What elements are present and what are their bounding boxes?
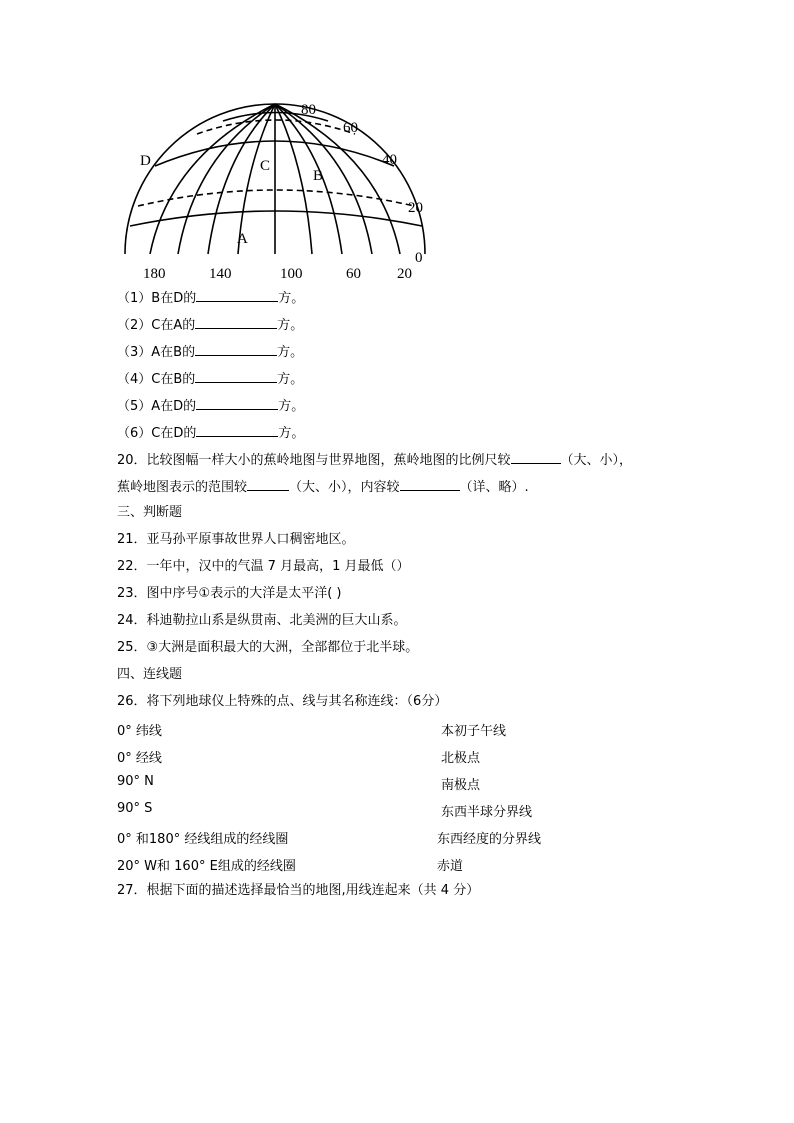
- q20-line-2: 蕉岭地图表示的范围较 （大、小），内容较 （详、略）.: [117, 477, 529, 497]
- label-180: 180: [143, 266, 166, 282]
- q19-item-5: （5）A在D的 方。: [117, 396, 304, 416]
- match-right-item: 赤道: [437, 859, 464, 874]
- question-23: 23．图中序号①表示的大洋是太平洋( ): [117, 586, 342, 601]
- q20-line-1: 20．比较图幅一样大小的蕉岭地图与世界地图，蕉岭地图的比例尺较 （大、小），: [117, 450, 632, 470]
- label-100: 100: [280, 266, 303, 282]
- q19-item-3: （3）A在B的 方。: [117, 342, 303, 362]
- match-left-item: 0° 和180° 经线组成的经线圈: [117, 832, 289, 847]
- match-left-item: 0° 经线: [117, 751, 162, 766]
- answer-blank[interactable]: [511, 450, 561, 464]
- point-b: B: [313, 168, 324, 184]
- answer-blank[interactable]: [247, 477, 289, 491]
- label-140: 140: [209, 266, 232, 282]
- question-26: 26．将下列地球仪上特殊的点、线与其名称连线：（6分）: [117, 694, 448, 709]
- question-24: 24．科迪勒拉山系是纵贯南、北美洲的巨大山系。: [117, 613, 407, 628]
- match-left-item: 90° N: [117, 774, 154, 789]
- match-right-item: 东西半球分界线: [441, 805, 533, 820]
- label-60: 60: [343, 120, 358, 136]
- answer-blank[interactable]: [196, 288, 278, 302]
- match-right-item: 北极点: [441, 751, 481, 766]
- q19-item-4: （4）C在B的 方。: [117, 369, 303, 389]
- question-25: 25．③大洲是面积最大的大洲，全部都位于北半球。: [117, 640, 419, 655]
- match-left-item: 90° S: [117, 801, 153, 816]
- lat-20-arc: [138, 190, 414, 206]
- label-40: 40: [382, 152, 397, 168]
- question-21: 21．亚马孙平原事故世界人口稠密地区。: [117, 532, 355, 547]
- match-right-item: 本初子午线: [441, 724, 507, 739]
- answer-blank[interactable]: [195, 315, 277, 329]
- label-60b: 60: [346, 266, 361, 282]
- q19-item-2: （2）C在A的 方。: [117, 315, 303, 335]
- match-right-item: 东西经度的分界线: [437, 832, 542, 847]
- point-c: C: [260, 158, 271, 174]
- answer-blank[interactable]: [195, 369, 277, 383]
- point-d: D: [140, 153, 151, 169]
- question-22: 22．一年中，汉中的气温 7 月最高，1 月最低（）: [117, 559, 410, 574]
- answer-blank[interactable]: [195, 342, 277, 356]
- lat-60-arc: [197, 120, 355, 134]
- section-3-heading: 三、判断题: [117, 505, 183, 520]
- label-0: 0: [415, 250, 423, 266]
- answer-blank[interactable]: [196, 396, 278, 410]
- label-20b: 20: [397, 266, 412, 282]
- section-4-heading: 四、连线题: [117, 667, 183, 682]
- q19-item-6: （6）C在D的 方。: [117, 423, 304, 443]
- match-left-item: 0° 纬线: [117, 724, 162, 739]
- match-left-item: 20° W和 160° E组成的经线圈: [117, 859, 296, 874]
- point-a: A: [237, 231, 248, 247]
- hemisphere-grid-figure: [110, 96, 440, 282]
- answer-blank[interactable]: [400, 477, 460, 491]
- answer-blank[interactable]: [196, 423, 278, 437]
- question-27: 27．根据下面的描述选择最恰当的地图,用线连起来（共 4 分）: [117, 883, 480, 898]
- lat-10-arc: [130, 211, 422, 226]
- label-20: 20: [408, 200, 423, 216]
- label-80: 80: [301, 102, 316, 118]
- match-right-item: 南极点: [441, 778, 481, 793]
- q19-item-1: （1）B在D的 方。: [117, 288, 304, 308]
